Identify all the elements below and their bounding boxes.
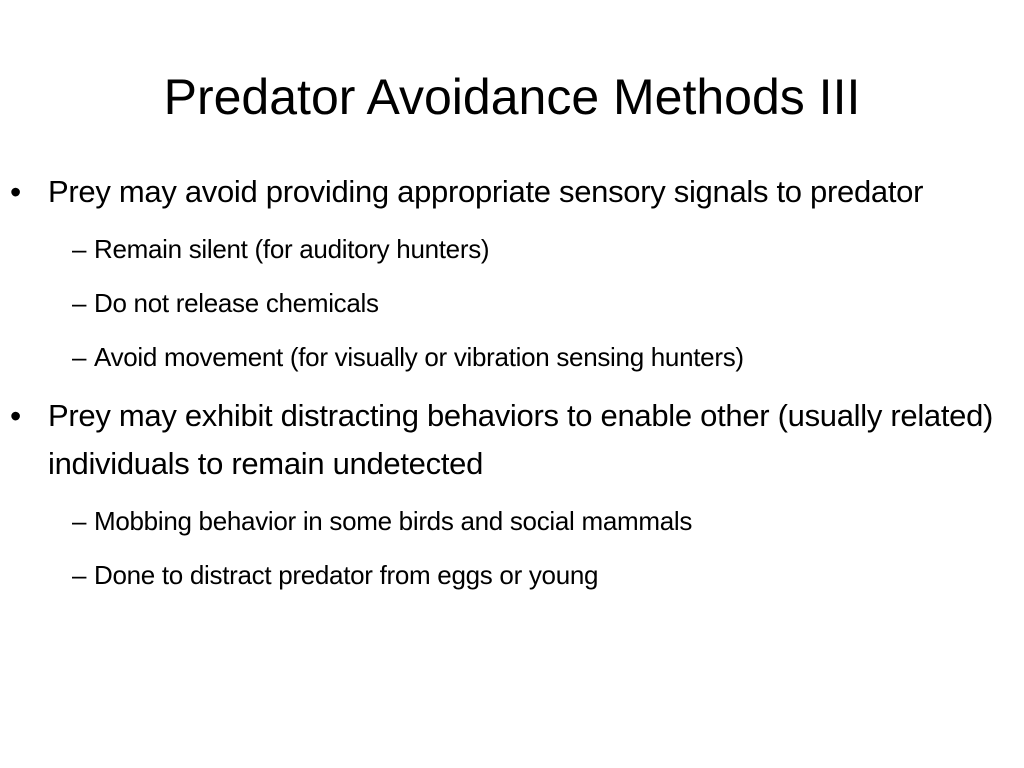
bullet-item: [10, 392, 1020, 602]
sub-bullet-item: [48, 548, 1020, 602]
sub-bullet-item: [48, 222, 1020, 276]
sub-bullet-marker: –: [72, 560, 87, 590]
sub-bullet-list: [48, 494, 1020, 602]
sub-bullet-marker: –: [72, 288, 87, 318]
sub-bullet-text: Do not release chemicals: [94, 288, 379, 318]
sub-bullet-marker: –: [72, 234, 87, 264]
sub-bullet-text: Remain silent (for auditory hunters): [94, 234, 490, 264]
sub-bullet-marker: –: [72, 506, 87, 536]
bullet-list: [10, 168, 1020, 602]
sub-bullet-text: Avoid movement (for visually or vibration sensing hunters): [94, 342, 744, 372]
bullet-item: [10, 168, 1020, 384]
sub-bullet-marker: –: [72, 342, 87, 372]
sub-bullet-item: [48, 494, 1020, 548]
sub-bullet-item: [48, 330, 1020, 384]
bullet-text: Prey may exhibit distracting behaviors to enable other (usually related) individuals to remain undetected: [48, 398, 994, 481]
sub-bullet-item: [48, 276, 1020, 330]
bullet-text: Prey may avoid providing appropriate sensory signals to predator: [48, 174, 924, 209]
sub-bullet-text: Mobbing behavior in some birds and social mammals: [94, 506, 693, 536]
sub-bullet-list: [48, 222, 1020, 384]
slide-title: Predator Avoidance Methods III: [163, 69, 861, 125]
bullet-marker: •: [10, 174, 22, 210]
sub-bullet-text: Done to distract predator from eggs or young: [94, 560, 599, 590]
bullet-marker: •: [10, 398, 22, 434]
